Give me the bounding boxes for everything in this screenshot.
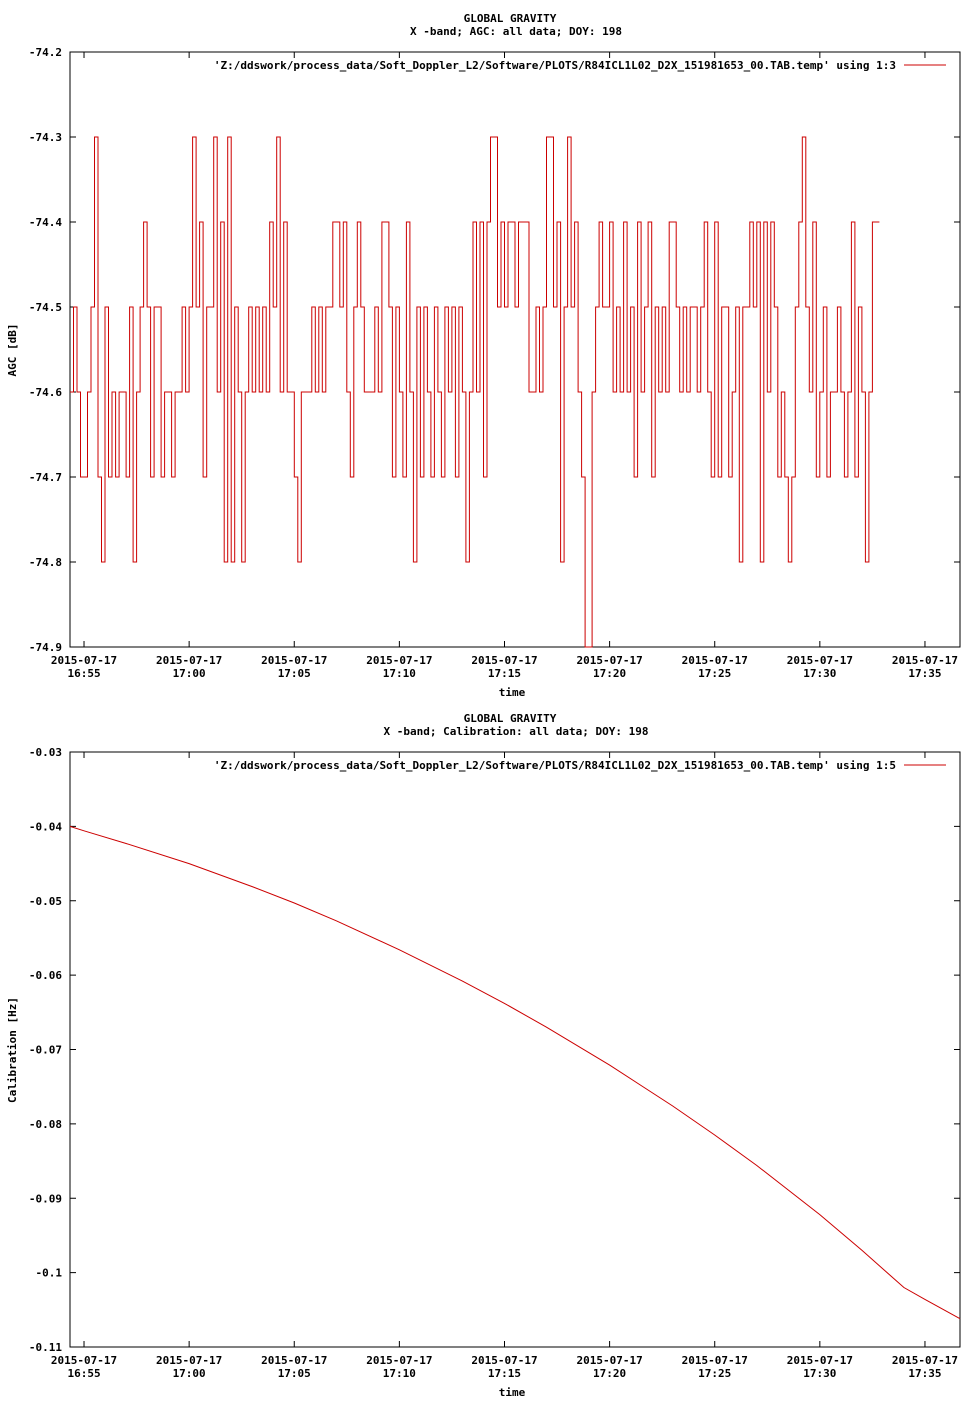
y-tick-label: -0.07: [28, 1043, 62, 1057]
x-tick-date: 2015-07-17: [681, 654, 748, 667]
y-tick-label: -0.1: [35, 1266, 62, 1280]
legend-label: 'Z:/ddswork/process_data/Soft_Doppler_L2/Software/PLOTS/R84ICL1L02_D2X_151981653_00.TAB.temp' using 1:3: [213, 59, 896, 72]
x-tick-date: 2015-07-17: [50, 654, 118, 667]
x-tick-date: 2015-07-17: [786, 1354, 853, 1367]
x-tick-time: 17:10: [382, 1367, 416, 1380]
x-tick-time: 17:35: [908, 667, 942, 680]
x-tick-date: 2015-07-17: [786, 654, 853, 667]
legend-label: 'Z:/ddswork/process_data/Soft_Doppler_L2/Software/PLOTS/R84ICL1L02_D2X_151981653_00.TAB.temp' using 1:5: [213, 759, 896, 772]
x-tick-date: 2015-07-17: [366, 654, 433, 667]
y-tick-label: -74.5: [28, 301, 62, 314]
chart-subtitle: X -band; Calibration: all data; DOY: 198: [383, 725, 649, 738]
x-axis-label: time: [498, 686, 526, 699]
x-tick-time: 17:35: [908, 1367, 942, 1380]
y-tick-label: -74.2: [28, 46, 62, 59]
y-tick-label: -0.03: [28, 746, 62, 759]
y-axis-label: AGC [dB]: [6, 323, 19, 377]
plot-frame: [70, 752, 960, 1347]
x-tick-time: 17:05: [277, 667, 311, 680]
y-tick-label: -74.8: [28, 556, 62, 569]
x-tick-time: 16:55: [67, 667, 101, 680]
x-tick-date: 2015-07-17: [576, 654, 643, 667]
x-tick-date: 2015-07-17: [471, 654, 538, 667]
y-axis-label: Calibration [Hz]: [6, 997, 19, 1103]
x-tick-time: 17:00: [172, 1367, 206, 1380]
y-tick-label: -0.05: [28, 894, 62, 908]
x-tick-time: 16:55: [67, 1367, 101, 1380]
x-tick-date: 2015-07-17: [366, 1354, 433, 1367]
x-tick-date: 2015-07-17: [261, 1354, 328, 1367]
series-line: [70, 137, 879, 647]
y-tick-label: -0.06: [28, 969, 62, 983]
x-tick-date: 2015-07-17: [261, 654, 328, 667]
y-tick-label: -74.6: [28, 386, 62, 399]
x-tick-time: 17:00: [172, 667, 206, 680]
x-tick-date: 2015-07-17: [681, 1354, 748, 1367]
y-tick-label: -0.11: [28, 1341, 62, 1354]
x-tick-time: 17:20: [593, 667, 627, 680]
y-tick-label: -74.4: [28, 216, 62, 229]
y-tick-label: -74.3: [28, 131, 62, 144]
x-tick-date: 2015-07-17: [891, 1354, 959, 1367]
x-tick-date: 2015-07-17: [50, 1354, 118, 1367]
y-tick-label: -74.9: [28, 641, 62, 654]
x-tick-time: 17:30: [803, 1367, 837, 1380]
series-line: [70, 826, 960, 1318]
chart-title: GLOBAL GRAVITY: [463, 712, 557, 725]
x-tick-date: 2015-07-17: [156, 654, 223, 667]
x-axis-label: time: [498, 1386, 526, 1399]
chart-subtitle: X -band; AGC: all data; DOY: 198: [410, 25, 622, 38]
x-tick-time: 17:05: [277, 1367, 311, 1380]
calibration-chart: [6, 712, 960, 1399]
chart-title: GLOBAL GRAVITY: [463, 12, 557, 25]
x-tick-time: 17:25: [698, 667, 732, 680]
x-tick-time: 17:30: [803, 667, 837, 680]
y-tick-label: -0.08: [28, 1117, 62, 1131]
x-tick-date: 2015-07-17: [891, 654, 959, 667]
x-tick-time: 17:25: [698, 1367, 732, 1380]
x-tick-time: 17:15: [487, 1367, 522, 1380]
x-tick-time: 17:20: [593, 1367, 627, 1380]
y-tick-label: -0.04: [28, 820, 62, 834]
agc-chart: [6, 12, 960, 699]
y-tick-label: -0.09: [28, 1192, 62, 1206]
x-tick-date: 2015-07-17: [471, 1354, 538, 1367]
x-tick-date: 2015-07-17: [156, 1354, 223, 1367]
y-tick-label: -74.7: [28, 471, 62, 484]
x-tick-time: 17:15: [487, 667, 522, 680]
x-tick-time: 17:10: [382, 667, 416, 680]
x-tick-date: 2015-07-17: [576, 1354, 643, 1367]
